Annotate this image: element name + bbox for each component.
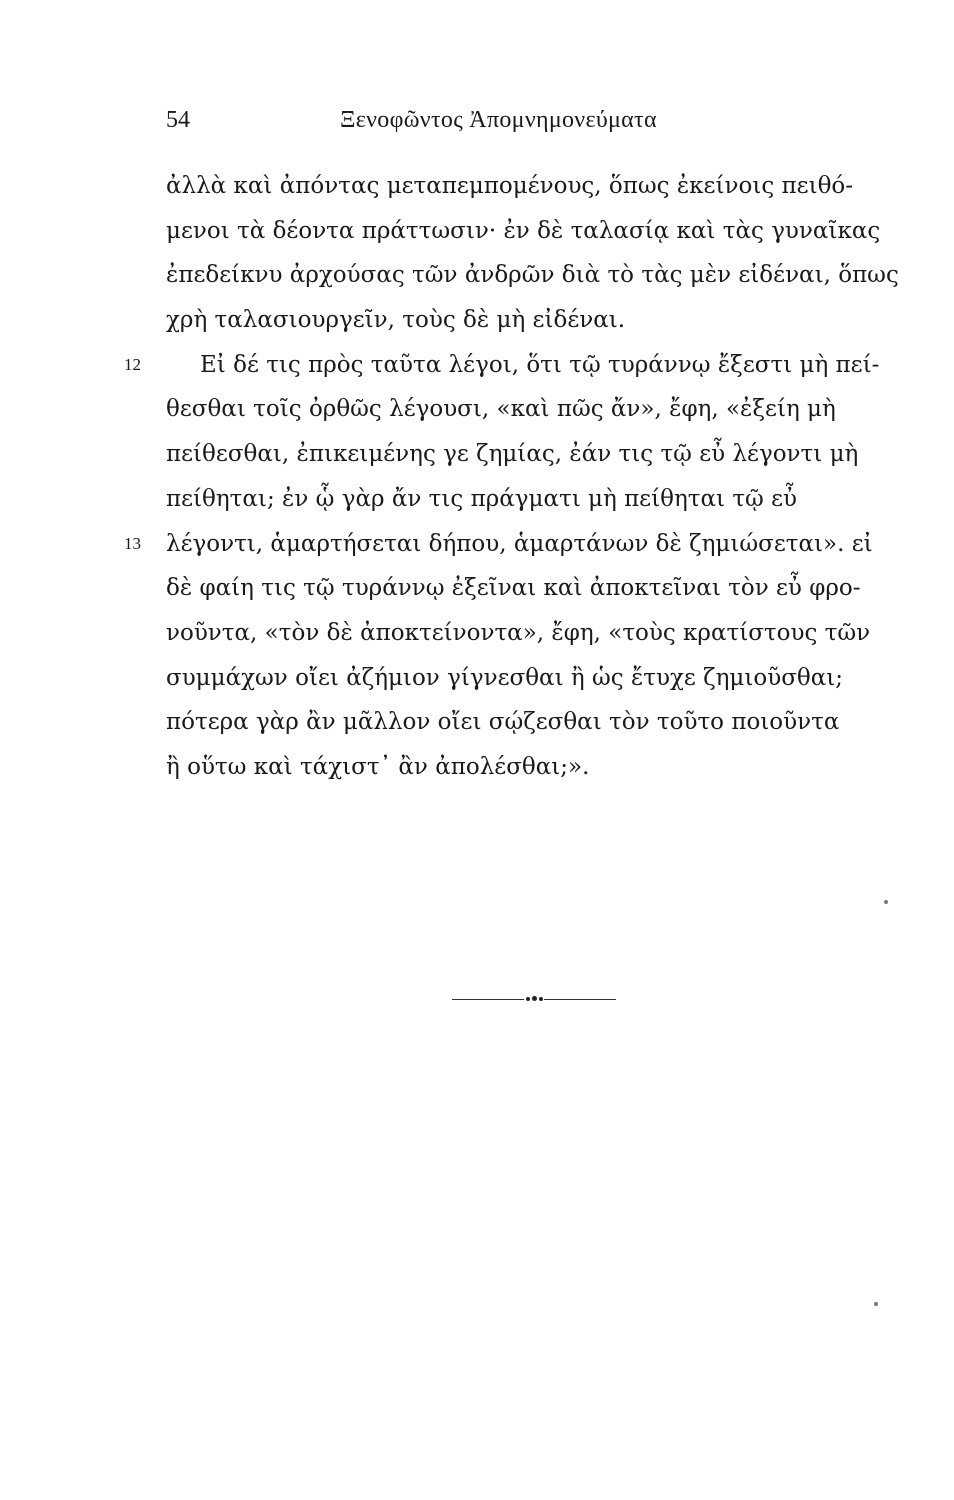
body-text <box>124 164 899 790</box>
ornament-dot <box>539 997 543 1001</box>
text-line <box>166 566 861 611</box>
line-text: λέγοντι, ἁμαρτήσεται δήπου, ἁμαρτάνων δὲ ζημιώσεται». εἰ <box>166 530 873 557</box>
text-line <box>166 253 899 298</box>
section-number: 12 <box>124 354 141 374</box>
text-line <box>166 745 746 790</box>
line-text: θεσθαι τοῖς ὀρθῶς λέγουσι, «καὶ πῶς ἄν», ἔφη, «ἐξείη μὴ <box>166 396 836 423</box>
line-text: πείθεσθαι, ἐπικειμένης γε ζημίας, ἐάν τις τῷ εὖ λέγοντι μὴ <box>166 441 859 468</box>
paper-speck <box>884 900 888 904</box>
line-text: δὲ φαίη τις τῷ τυράννῳ ἐξεῖναι καὶ ἀποκτεῖναι τὸν εὖ φρο- <box>166 575 861 602</box>
ornament-dot <box>532 996 537 1001</box>
page-number: 54 <box>166 107 190 133</box>
line-text: συμμάχων οἴει ἀζήμιον γίγνεσθαι ἢ ὡς ἔτυχε ζημιοῦσθαι; <box>166 664 844 691</box>
text-line <box>166 164 854 209</box>
line-text: Εἰ δέ τις πρὸς ταῦτα λέγοι, ὅτι τῷ τυράννῳ ἔξεστι μὴ πεί- <box>200 351 880 378</box>
text-line <box>166 656 844 701</box>
line-text: νοῦντα, «τὸν δὲ ἀποκτείνοντα», ἔφη, «τοὺς κρατίστους τῶν <box>166 619 871 646</box>
section-number: 13 <box>124 533 141 553</box>
text-line <box>166 387 836 432</box>
line-text: χρὴ ταλασιουργεῖν, τοὺς δὲ μὴ εἰδέναι. <box>166 307 626 334</box>
section-end-ornament <box>452 996 616 1004</box>
text-line <box>166 611 871 656</box>
running-title: Ξενοφῶντος Ἀπομνημονεύματα <box>340 107 657 133</box>
text-line <box>166 432 859 477</box>
ornament-dot <box>526 997 530 1001</box>
line-text: ἀλλὰ καὶ ἀπόντας μεταπεμπομένους, ὅπως ἐκείνοις πειθό- <box>166 173 854 199</box>
line-text: μενοι τὰ δέοντα πράττωσιν· ἐν δὲ ταλασίᾳ καὶ τὰς γυναῖκας <box>166 217 881 244</box>
line-text: πότερα γὰρ ἂν μᾶλλον οἴει σῴζεσθαι τὸν τοῦτο ποιοῦντα <box>166 709 840 736</box>
text-line <box>166 298 746 343</box>
text-line <box>166 477 798 522</box>
line-text: ἐπεδείκνυ ἀρχούσας τῶν ἀνδρῶν διὰ τὸ τὰς μὲν εἰδέναι, ὅπως <box>166 262 899 289</box>
text-line <box>124 343 880 388</box>
ornament-rule-right <box>544 999 616 1000</box>
page-header <box>160 100 750 140</box>
text-line <box>166 700 840 745</box>
line-text: ἢ οὕτω καὶ τάχιστ᾽ ἂν ἀπολέσθαι;». <box>166 753 590 780</box>
ornament-rule-left <box>452 999 524 1000</box>
paper-speck <box>874 1302 878 1306</box>
text-line <box>124 522 873 567</box>
line-text: πείθηται; ἐν ᾧ γὰρ ἄν τις πράγματι μὴ πείθηται τῷ εὖ <box>166 485 798 512</box>
text-line <box>166 209 881 254</box>
